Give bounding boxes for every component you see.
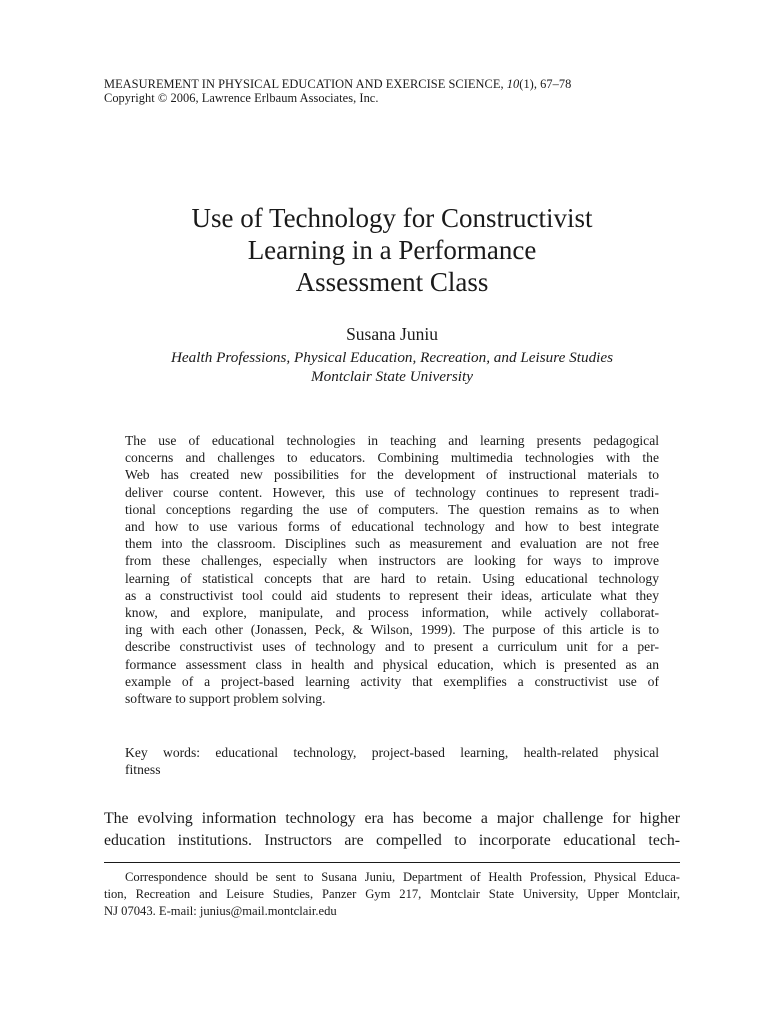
abstract-line: Web has created new possibilities for the development of instructional materials to	[125, 467, 659, 483]
abstract-line: example of a project-based learning activity that exemplifies a constructivist use of	[125, 673, 659, 689]
journal-issue-pages: (1), 67–78	[519, 77, 572, 91]
abstract-line: software to support problem solving.	[125, 691, 326, 707]
abstract-line: concerns and challenges to educators. Combining multimedia technologies with the	[125, 450, 659, 466]
footnote-line: Correspondence should be sent to Susana Juniu, Department of Health Profession, Physical Educa-	[125, 870, 680, 884]
abstract-line: describe constructivist uses of technology and to present a curriculum unit for a per-	[125, 639, 659, 655]
body-line: education institutions. Instructors are compelled to incorporate educational tech-	[104, 831, 680, 849]
body-line: The evolving information technology era has become a major challenge for higher	[104, 810, 680, 827]
abstract-line: as a constructivist tool could aid students to represent their ideas, articulate what they	[125, 587, 659, 603]
keywords-line: Key words: educational technology, project-based learning, health-related physical	[125, 745, 659, 760]
author-affiliation	[104, 348, 680, 386]
abstract-line: learning of statistical concepts that are hard to retain. Using educational technology	[125, 570, 659, 586]
keywords	[125, 744, 659, 778]
abstract-line: from these challenges, especially when instructors are looking for ways to improve	[125, 553, 659, 569]
copyright-line: Copyright © 2006, Lawrence Erlbaum Associates, Inc.	[104, 91, 379, 105]
title-line: Learning in a Performance	[247, 235, 537, 265]
correspondence-footnote	[104, 869, 680, 920]
abstract-line: deliver course content. However, this use of technology continues to represent tradi-	[125, 484, 659, 500]
journal-citation	[104, 77, 684, 91]
footnote-line: tion, Recreation and Leisure Studies, Panzer Gym 217, Montclair State University, Upper Montclair,	[104, 887, 680, 901]
footnote-line: NJ 07043. E-mail: junius@mail.montclair.edu	[104, 904, 337, 918]
abstract-line: The use of educational technologies in teaching and learning presents pedagogical	[125, 433, 659, 448]
abstract-line: and how to use various forms of educational technology and how to best integrate	[125, 519, 659, 535]
abstract-line: ing with each other (Jonassen, Peck, & Wilson, 1999). The purpose of this article is to	[125, 622, 659, 638]
abstract	[125, 432, 659, 707]
keywords-line: fitness	[125, 762, 161, 778]
abstract-line: formance assessment class in health and physical education, which is presented as an	[125, 656, 659, 672]
affiliation-line: Montclair State University	[311, 368, 473, 385]
abstract-line: tional conceptions regarding the use of computers. The question remains as to when	[125, 501, 659, 517]
title-line: Assessment Class	[295, 267, 489, 297]
abstract-line: them into the classroom. Disciplines such as measurement and evaluation are not free	[125, 536, 659, 552]
footnote-rule	[104, 862, 680, 863]
title-line: Use of Technology for Constructivist	[191, 203, 593, 233]
affiliation-line: Health Professions, Physical Education, Recreation, and Leisure Studies	[170, 349, 614, 366]
abstract-line: know, and explore, manipulate, and process information, while actively collaborat-	[125, 605, 659, 621]
journal-volume: 10	[506, 77, 520, 91]
article-title	[104, 202, 680, 298]
author-name: Susana Juniu	[346, 324, 438, 344]
journal-name: MEASUREMENT IN PHYSICAL EDUCATION AND EXERCISE SCIENCE,	[104, 77, 507, 91]
running-head	[104, 77, 684, 105]
body-paragraph	[104, 808, 680, 851]
